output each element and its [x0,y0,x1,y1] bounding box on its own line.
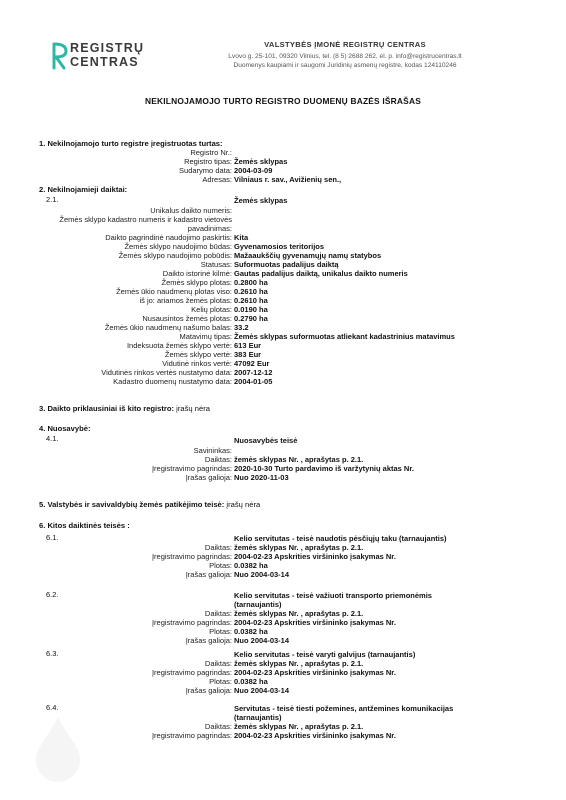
property-value: Žemės sklypas suformuotas atliekant kadastrinius matavimus [234,332,455,341]
right-value: 0.0382 ha [234,627,268,636]
property-label: Nusausintos žemės plotas: [142,314,232,323]
s1-value: Vilniaus r. sav., Avižienių sen., [234,175,342,184]
section-3-heading [39,404,210,413]
right-value: 2004-02-23 Apskrities viršininko įsakymas Nr. [234,668,396,677]
s1-label: Adresas: [202,175,232,184]
right-label: Įregistravimo pagrindas: [151,552,232,561]
property-label: Statusas: [200,260,232,269]
right-value: Nuo 2004-03-14 [234,686,290,695]
property-value: 0.2610 ha [234,296,268,305]
right-label: Daiktas: [204,609,232,618]
right-label: Daiktas: [204,722,232,731]
right-value: 0.0382 ha [234,561,268,570]
item-number: 6.2. [46,590,59,599]
section-2-heading: 2. Nekilnojamieji daiktai: [39,185,128,194]
organization-address: Lvovo g. 25-101, 09320 Vilnius, tel. (8 5) 2688 262, el. p. info@registrucentras.lt [228,53,462,60]
property-value: 613 Eur [234,341,262,350]
property-label: Kadastro duomenų nustatymo data: [113,377,232,386]
property-value: 0.2610 ha [234,287,268,296]
item-heading: Žemės sklypas [234,196,288,205]
property-value: 0.2800 ha [234,278,268,287]
section-5-title: 5. Valstybės ir savivaldybių žemės patikėjimo teisė: [39,500,225,509]
s4-value: 2020-10-30 Turto pardavimo iš varžytynių aktas Nr. [234,464,414,473]
property-value: Mažaaukščių gyvenamųjų namų statybos [234,251,382,260]
watermark-icon [28,712,88,782]
organization-note: Duomenys kaupiami ir saugomi Juridinių asmenų registre, kodas 124110246 [233,62,457,69]
item-number: 6.4. [46,703,59,712]
item-number: 4.1. [46,434,59,443]
property-value: 47092 Eur [234,359,270,368]
right-value: Nuo 2004-03-14 [234,570,290,579]
property-value: 383 Eur [234,350,262,359]
property-label: Vidutinės rinkos vertės nustatymo data: [101,368,232,377]
section-1-heading: 1. Nekilnojamojo turto registre įregistruotas turtas: [39,139,223,148]
property-label: Indeksuota žemės sklypo vertė: [126,341,232,350]
right-value: žemės sklypas Nr. , aprašytas p. 2.1. [234,609,364,618]
s1-label: Registro Nr.: [190,148,232,157]
s4-label: Savininkas: [193,446,232,455]
right-label: Plotas: [209,627,232,636]
property-value: 0.0190 ha [234,305,268,314]
property-label: Žemės sklypo naudojimo būdas: [124,242,232,251]
right-value: žemės sklypas Nr. , aprašytas p. 2.1. [234,543,364,552]
right-label: Plotas: [209,677,232,686]
right-label: Plotas: [209,561,232,570]
item-heading: (tarnaujantis) [234,600,282,609]
right-label: Įregistravimo pagrindas: [151,668,232,677]
item-number: 2.1. [46,195,59,204]
property-value: 2004-01-05 [234,377,273,386]
right-label: Įregistravimo pagrindas: [151,618,232,627]
section-5-heading [39,500,260,509]
item-heading: Kelio servitutas - teisė naudotis pėsčiųjų taku (tarnaujantis) [234,534,447,543]
logo-line-1: REGISTRŲ [70,41,145,55]
organization-name: VALSTYBĖS ĮMONĖ REGISTRŲ CENTRAS [264,40,426,49]
item-heading: Kelio servitutas - teisė važiuoti transporto priemonėmis [234,591,432,600]
section-6-heading: 6. Kitos daiktinės teisės : [39,521,130,530]
property-label: Žemės ūkio naudmenų našumo balas: [104,323,232,332]
s1-label: Sudarymo data: [179,166,232,175]
section-4-heading: 4. Nuosavybė: [39,424,91,433]
right-value: 2004-02-23 Apskrities viršininko įsakymas Nr. [234,618,396,627]
s4-label: Daiktas: [204,455,232,464]
document-title: NEKILNOJAMOJO TURTO REGISTRO DUOMENŲ BAZĖS IŠRAŠAS [144,96,421,106]
s4-label: Įrašas galioja: [185,473,232,482]
property-label: Žemės sklypo kadastro numeris ir kadastro vietovės [59,215,232,224]
property-label: Daikto istorinė kilmė: [162,269,232,278]
right-value: žemės sklypas Nr. , aprašytas p. 2.1. [234,659,364,668]
property-label: iš jo: ariamos žemės plotas: [139,296,232,305]
item-heading: Kelio servitutas - teisė varyti galvijus (tarnaujantis) [234,650,416,659]
item-heading: Nuosavybės teisė [234,436,298,445]
right-value: 2004-02-23 Apskrities viršininko įsakymas Nr. [234,731,396,740]
property-value: 0.2790 ha [234,314,268,323]
right-label: Įrašas galioja: [185,570,232,579]
item-heading: Servitutas - teisė tiesti požemines, antžemines komunikacijas [234,704,454,713]
property-label: Žemės sklypo vertė: [164,350,232,359]
right-label: Įregistravimo pagrindas: [151,731,232,740]
property-label: Matavimų tipas: [179,332,232,341]
right-value: žemės sklypas Nr. , aprašytas p. 2.1. [234,722,364,731]
section-3-title: 3. Daikto priklausiniai iš kito registro: [39,404,175,413]
property-label: Žemės sklypo naudojimo pobūdis: [118,251,232,260]
property-value: 2007-12-12 [234,368,273,377]
right-label: Įrašas galioja: [185,636,232,645]
property-label: Vidutinė rinkos vertė: [162,359,232,368]
right-label: Daiktas: [204,543,232,552]
logo-line-2: CENTRAS [70,55,139,69]
property-value: Kita [234,233,249,242]
right-value: 0.0382 ha [234,677,268,686]
item-number: 6.3. [46,649,59,658]
property-value: Suformuotas padalijus daiktą [234,260,339,269]
property-label: Kelių plotas: [191,305,232,314]
property-label: Žemės ūkio naudmenų plotas viso: [116,287,232,296]
s4-value: žemės sklypas Nr. , aprašytas p. 2.1. [234,455,364,464]
s1-value: Žemės sklypas [234,157,288,166]
s4-label: Įregistravimo pagrindas: [151,464,232,473]
property-value: Gyvenamosios teritorijos [234,242,325,251]
property-label: Unikalus daikto numeris: [150,206,232,215]
item-heading: (tarnaujantis) [234,713,282,722]
property-label: Žemės sklypo plotas: [161,278,232,287]
section-3-value: įrašų nėra [176,404,210,413]
right-value: Nuo 2004-03-14 [234,636,290,645]
s1-value: 2004-03-09 [234,166,273,175]
right-value: 2004-02-23 Apskrities viršininko įsakymas Nr. [234,552,396,561]
right-label: Įrašas galioja: [185,686,232,695]
section-5-value: įrašų nėra [226,500,261,509]
item-number: 6.1. [46,533,59,542]
property-label: pavadinimas: [187,224,232,233]
property-value: Gautas padalijus daiktą, unikalus daikto numeris [234,269,408,278]
right-label: Daiktas: [204,659,232,668]
s4-value: Nuo 2020-11-03 [234,473,289,482]
property-label: Daikto pagrindinė naudojimo paskirtis: [105,233,232,242]
property-value: 33.2 [234,323,249,332]
s1-label: Registro tipas: [184,157,232,166]
